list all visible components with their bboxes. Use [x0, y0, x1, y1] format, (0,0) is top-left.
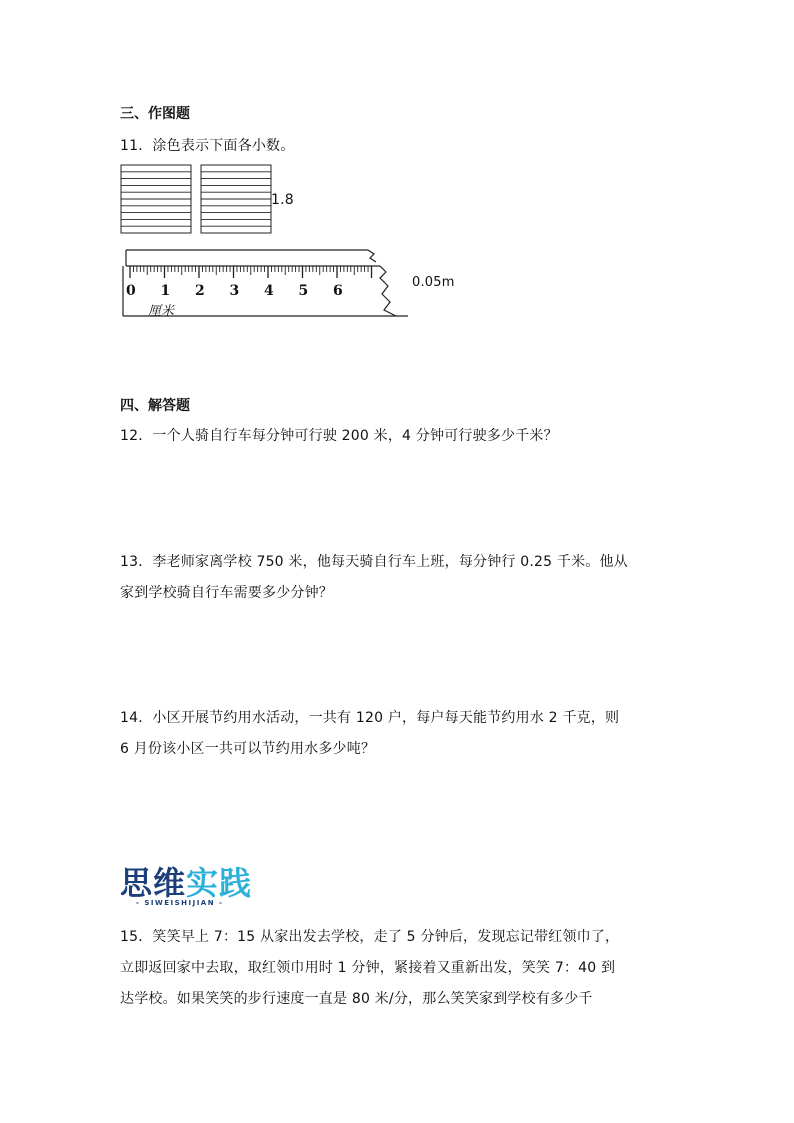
ruler-label-1: 1	[160, 283, 171, 299]
grid-value-label: 1.8	[271, 192, 294, 208]
ruler-label-0: 0	[126, 283, 136, 299]
ruler-label-5: 5	[298, 283, 309, 299]
question-13-line-1: 13．李老师家离学校 750 米，他每天骑自行车上班，每分钟行 0.25 千米。他从	[120, 554, 628, 570]
question-14-line-2: 6 月份该小区一共可以节约用水多少吨？	[120, 741, 376, 757]
question-15-line-3: 达学校。如果笑笑的步行速度一直是 80 米/分，那么笑笑家到学校有多少千	[120, 991, 593, 1007]
ruler-value-label: 0.05m	[412, 275, 455, 290]
question-15-line-1: 15．笑笑早上 7：15 从家出发去学校，走了 5 分钟后，发现忘记带红领巾了，	[120, 929, 620, 945]
section-heading-4: 四、解答题	[120, 398, 190, 414]
question-12: 12．一个人骑自行车每分钟可行驶 200 米，4 分钟可行驶多少千米？	[120, 428, 558, 444]
ruler-label-6: 6	[333, 283, 343, 299]
logo-subtitle: - SIWEISHIJIAN -	[136, 899, 224, 907]
ruler-break-right	[380, 266, 396, 316]
question-15-line-2: 立即返回家中去取，取红领巾用时 1 分钟，紧接着又重新出发，笑笑 7：40 到	[120, 960, 616, 976]
grid-square-2	[201, 165, 271, 233]
ruler-label-3: 3	[229, 283, 240, 299]
siweishijian-logo	[120, 858, 252, 904]
section-heading-3: 三、作图题	[120, 106, 190, 122]
logo-text-part-1: 思维	[120, 864, 187, 902]
ruler-label-2: 2	[195, 283, 205, 299]
ruler-label-4: 4	[264, 283, 274, 299]
question-13-line-2: 家到学校骑自行车需要多少分钟？	[120, 585, 333, 601]
question-14-line-1: 14．小区开展节约用水活动，一共有 120 户，每户每天能节约用水 2 千克，则	[120, 710, 620, 726]
ruler-unit-label: 厘米	[148, 304, 175, 319]
grid-square-1	[121, 165, 191, 233]
ruler-ticks	[130, 266, 372, 278]
question-11: 11．涂色表示下面各小数。	[120, 138, 295, 154]
ruler-break-top	[368, 250, 376, 262]
logo-text-part-2: 实践	[186, 864, 253, 902]
